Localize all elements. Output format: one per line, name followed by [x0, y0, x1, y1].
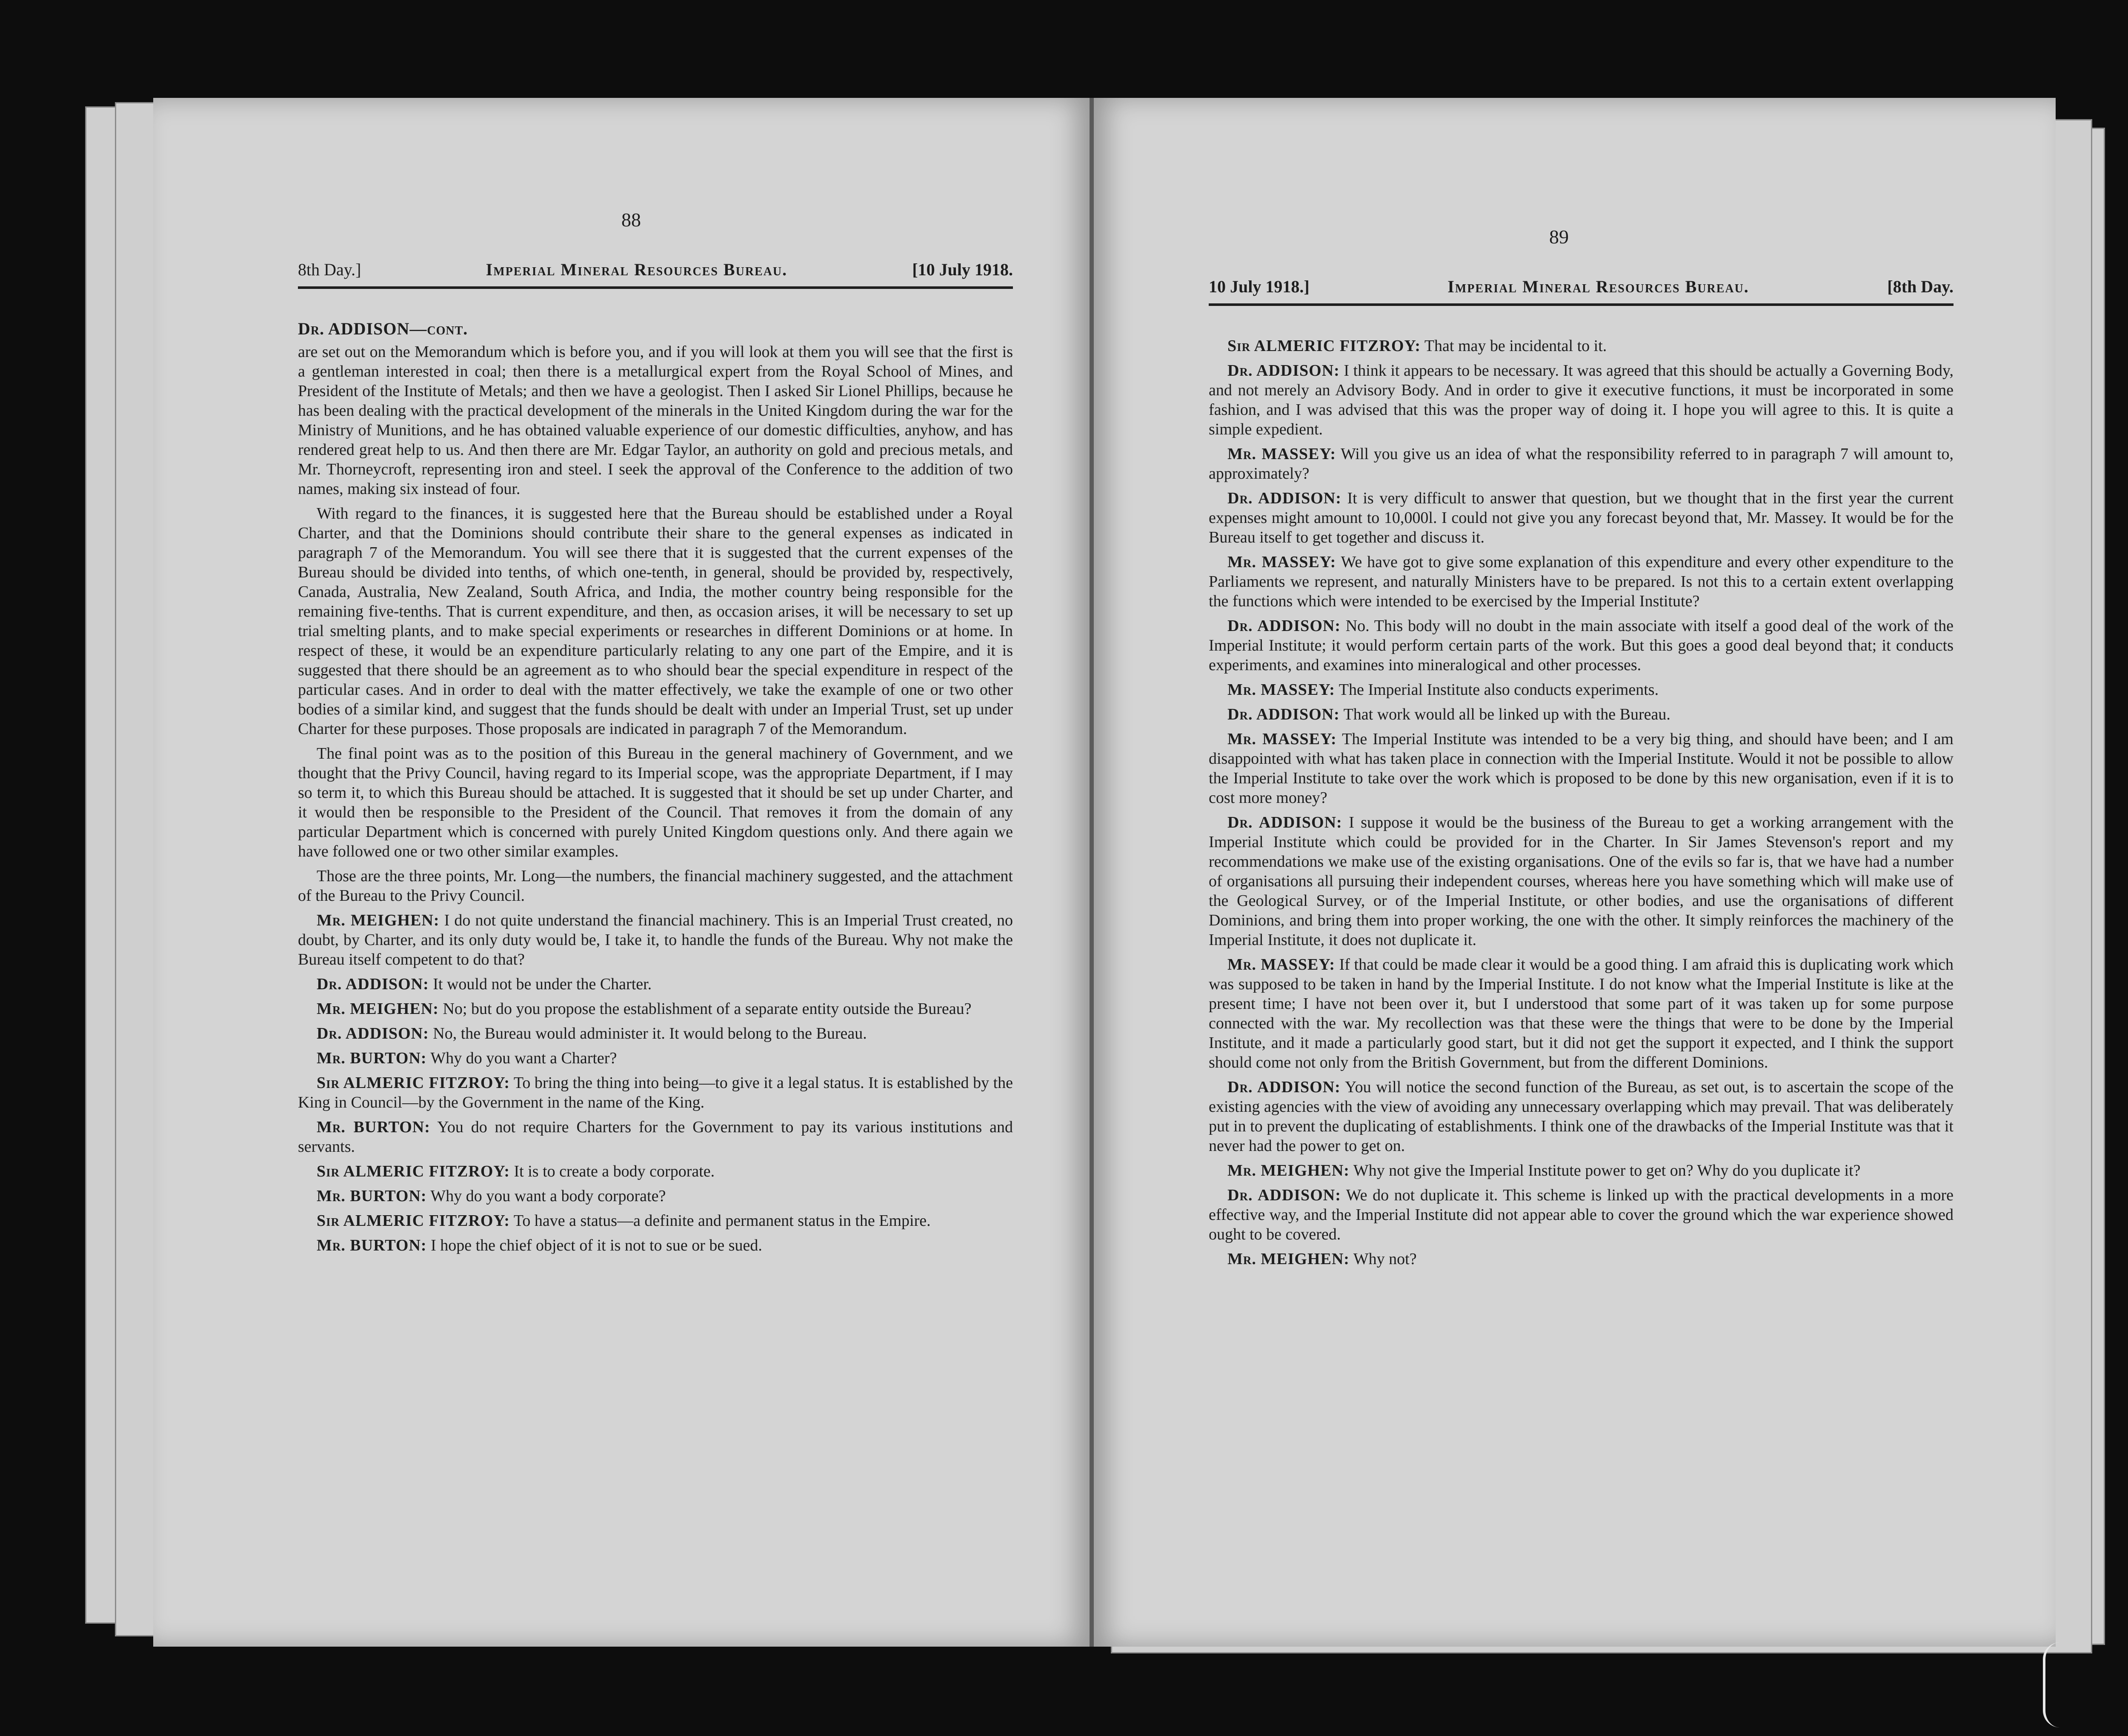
exchange: [1209, 1185, 1954, 1244]
exchange: [298, 1117, 1013, 1156]
speaker: Dr. ADDISON:: [1227, 705, 1340, 723]
exchange: [1209, 488, 1954, 547]
speaker: Dr. ADDISON:: [1227, 362, 1340, 380]
paragraph: Those are the three points, Mr. Long—the numbers, the financial machinery suggested, and the attachment of the Bureau to the Privy Council.: [298, 867, 1013, 905]
exchange: [1209, 444, 1954, 483]
speech: You will notice the second function of the Bureau, as set out, is to ascertain the scope of the existing agencies with the view of avoiding any unnecessary overlapping which may prevail. That was deliberately put in to prevent the duplicating of establishments. I think one of the drawbacks of the Imperial Institute was that it never had the power to get on.: [1209, 1078, 1954, 1155]
exchange: [1209, 1161, 1954, 1180]
exchange: [298, 1073, 1013, 1112]
speaker: Dr. ADDISON:: [317, 975, 429, 993]
bookmark-string: [2043, 1642, 2071, 1727]
exchange: [298, 1048, 1013, 1068]
right-header-day: [8th Day.: [1887, 277, 1954, 296]
speaker: Sir ALMERIC FITZROY:: [317, 1074, 510, 1092]
exchange: [298, 1024, 1013, 1043]
right-header-title: Imperial Mineral Resources Bureau.: [1447, 277, 1749, 296]
speech: No; but do you propose the establishment of a separate entity outside the Bureau?: [443, 1000, 972, 1018]
speech: It is very difficult to answer that question, but we thought that in the first year the current expenses might amount to 10,000l. I could not give you any forecast beyond that, Mr. Massey. It would be for the Bureau itself to get together and discuss it.: [1209, 489, 1954, 546]
exchange: [298, 1162, 1013, 1181]
speech: That may be incidental to it.: [1424, 337, 1607, 355]
speech: If that could be made clear it would be a good thing. I am afraid this is duplicating work which was supposed to be taken in hand by the Imperial Institute. I do not know what the Imperial Institute is like at the present time; I have not been over it, but I understood that some part of it was taken up for some purpose connected with the war. My recollection was that these were the things that were to be done by the Imperial Institute, and it made a particularly good start, but it did not get the support it expected, and I think the support should come not only from the British Government, but from the different Dominions.: [1209, 956, 1954, 1071]
left-header-title: Imperial Mineral Resources Bureau.: [486, 260, 788, 279]
speech: Will you give us an idea of what the responsibility referred to in paragraph 7 will amount to, approximately?: [1209, 445, 1954, 483]
speech: We have got to give some explanation of this expenditure and every other expenditure to the Parliaments we represent, and naturally Ministers have to be prepared. Is not this to a certain extent overlapping the functions which were intended to be exercised by the Imperial Institute?: [1209, 553, 1954, 610]
speech: I think it appears to be necessary. It was agreed that this should be actually a Governing Body, and not merely an Advisory Body. And in order to give it executive functions, it must be incorporated in some fashion, and I was advised that this was the proper way of doing it. I hope you will agree to this. It is quite a simple expedient.: [1209, 362, 1954, 438]
speech: We do not duplicate it. This scheme is linked up with the practical developments in a more effective way, and the Imperial Institute did not appear able to cover the ground which the war experience showed ought to be covered.: [1209, 1186, 1954, 1243]
exchange: [1209, 729, 1954, 808]
exchange: [1209, 1249, 1954, 1269]
speech: The Imperial Institute also conducts experiments.: [1339, 681, 1659, 699]
right-page-text: [1209, 336, 1954, 1274]
speaker: Dr. ADDISON:: [317, 1025, 429, 1042]
speaker: Dr. ADDISON:: [1227, 489, 1341, 507]
speaker: Dr. ADDISON:: [1227, 1078, 1341, 1096]
speaker: Mr. MEIGHEN:: [317, 911, 440, 929]
speech: You do not require Charters for the Government to pay its various institutions and servants.: [298, 1118, 1013, 1156]
speaker: Sir ALMERIC FITZROY:: [317, 1212, 510, 1230]
speaker: Mr. MEIGHEN:: [1227, 1162, 1350, 1179]
speaker: Mr. BURTON:: [317, 1236, 427, 1254]
speaker: Mr. MASSEY:: [1227, 553, 1336, 571]
exchange: [298, 1186, 1013, 1206]
exchange: [298, 1236, 1013, 1255]
paragraph: are set out on the Memorandum which is before you, and if you will look at them you will see that the first is a gentleman interested in coal; then there is a metallurgical expert from the Royal School of Mines, and President of the Institute of Metals; and then we have a geologist. Then I asked Sir Lionel Phillips, because he has been dealing with the practical development of the minerals in the United Kingdom during the war for the Ministry of Munitions, and he has obtained valuable experience of our domestic difficulties, anyhow, and has rendered great help to us. And then there are Mr. Edgar Taylor, an authority on gold and precious metals, and Mr. Thorneycroft, representing iron and steel. I seek the approval of the Conference to the addition of two names, making six instead of four.: [298, 343, 1013, 498]
exchange: [1209, 552, 1954, 611]
left-page-header: [298, 260, 1013, 289]
exchange: [1209, 705, 1954, 724]
speaker: Dr. ADDISON:: [1227, 617, 1341, 635]
exchange: [1209, 955, 1954, 1072]
exchange: [298, 911, 1013, 969]
speech: No, the Bureau would administer it. It would belong to the Bureau.: [433, 1025, 867, 1042]
left-page-number: 88: [621, 209, 641, 231]
exchange: [1209, 361, 1954, 439]
speaker: Mr. MEIGHEN:: [1227, 1250, 1350, 1268]
continued-speaker: Dr. ADDISON—cont.: [298, 319, 468, 338]
speech: The Imperial Institute was intended to be a very big thing, and should have been; and I am disappointed with what has taken place in connection with the Imperial Institute. Would it not be possible to allow the Imperial Institute to take over the work which is proposed to be done by this new organisation, even if it is to cost more money?: [1209, 730, 1954, 807]
speech: Why do you want a body corporate?: [430, 1187, 666, 1205]
speech: I suppose it would be the business of the Bureau to get a working arrangement with the Imperial Institute which could be provided for in the Charter. In Sir James Stevenson's report and my recommendations we make use of the existing organisations. One of the evils so far is, that we have had a number of organisations all pursuing their independent courses, whereas here you have something which will make use of the Geological Survey, or of the Imperial Institute, or other bodies, and use the organisations of different Dominions, and bring them into proper working, the one with the other. It simply reinforces the machinery of the Imperial Institute, it does not duplicate it.: [1209, 814, 1954, 949]
exchange: [1209, 1077, 1954, 1156]
speaker: Sir ALMERIC FITZROY:: [1227, 337, 1421, 355]
right-page-header: [1209, 277, 1954, 306]
left-page: [153, 98, 1090, 1647]
right-header-date: 10 July 1918.]: [1209, 277, 1310, 296]
speech: Why not?: [1353, 1250, 1417, 1268]
speech: It is to create a body corporate.: [514, 1162, 715, 1180]
exchange: [298, 974, 1013, 994]
exchange: [1209, 680, 1954, 700]
paragraph: With regard to the finances, it is suggested here that the Bureau should be established under a Royal Charter, and that the Dominions should contribute their share to the general expenses as indicated in paragraph 7 of the Memorandum. You will see there that it is suggested that the current expenses of the Bureau should be divided into tenths, of which one-tenth, in general, should be provided by, respectively, Canada, Australia, New Zealand, South Africa, and India, the mother country being responsible for the remaining five-tenths. That is current expenditure, and then, as occasion arises, it will be necessary to set up trial smelting plants, and to make special experiments or researches in different Dominions or at home. In respect of these, it would be an expenditure particularly relating to any one part of the Empire, and it is suggested that there should be an agreement as to who should bear the special expenditure in respect of the particular cases. And in order to deal with the matter effectively, we take the example of one or two other bodies of a similar kind, and suggest that the funds should be dealt with under an Imperial Trust, set up under Charter for these purposes. Those proposals are indicated in paragraph 7 of the Memorandum.: [298, 505, 1013, 738]
speech: Why not give the Imperial Institute power to get on? Why do you duplicate it?: [1353, 1162, 1861, 1179]
exchange: [298, 1211, 1013, 1231]
speech: It would not be under the Charter.: [433, 975, 652, 993]
speaker: Mr. MASSEY:: [1227, 730, 1337, 748]
speaker: Sir ALMERIC FITZROY:: [317, 1162, 510, 1180]
exchange: [1209, 616, 1954, 675]
paragraph: The final point was as to the position of this Bureau in the general machinery of Government, and we thought that the Privy Council, having regard to its Imperial scope, was the appropriate Department, if I may so term it, to which this Bureau should be attached. It is suggested that it should be set up under Charter, and it would then be responsible to the President of the Council. That removes it from the domain of any particular Department which is concerned with purely United Kingdom questions only. And there again we have followed one or two other similar examples.: [298, 745, 1013, 860]
speaker: Mr. BURTON:: [317, 1049, 427, 1067]
speech: No. This body will no doubt in the main associate with itself a good deal of the work of the Imperial Institute; it would perform certain parts of the work. But this goes a good deal beyond that; it conducts experiments, and examines into mineralogical and other processes.: [1209, 617, 1954, 674]
speech: To have a status—a definite and permanent status in the Empire.: [513, 1212, 931, 1230]
right-page: [1094, 98, 2056, 1647]
speaker: Mr. MASSEY:: [1227, 956, 1335, 974]
speaker: Dr. ADDISON:: [1227, 814, 1342, 831]
speech: I do not quite understand the financial machinery. This is an Imperial Trust created, no doubt, by Charter, and its only duty would be, I take it, to handle the funds of the Bureau. Why not make the Bureau itself competent to do that?: [298, 911, 1013, 968]
speaker: Dr. ADDISON:: [1227, 1186, 1341, 1204]
speaker: Mr. MEIGHEN:: [317, 1000, 439, 1018]
speaker: Mr. MASSEY:: [1227, 681, 1335, 699]
speaker: Mr. BURTON:: [317, 1118, 430, 1136]
right-page-number: 89: [1549, 226, 1569, 248]
exchange: [1209, 813, 1954, 950]
left-page-text: [298, 319, 1013, 1260]
speech: Why do you want a Charter?: [430, 1049, 617, 1067]
left-header-day: 8th Day.]: [298, 260, 361, 279]
exchange: [298, 999, 1013, 1019]
exchange: [1209, 336, 1954, 356]
speech: I hope the chief object of it is not to sue or be sued.: [431, 1236, 762, 1254]
left-header-date: [10 July 1918.: [912, 260, 1013, 279]
speech: To bring the thing into being—to give it a legal status. It is established by the King in Council—by the Government in the name of the King.: [298, 1074, 1013, 1111]
speaker: Mr. MASSEY:: [1227, 445, 1336, 463]
speaker: Mr. BURTON:: [317, 1187, 427, 1205]
speech: That work would all be linked up with the Bureau.: [1343, 705, 1670, 723]
